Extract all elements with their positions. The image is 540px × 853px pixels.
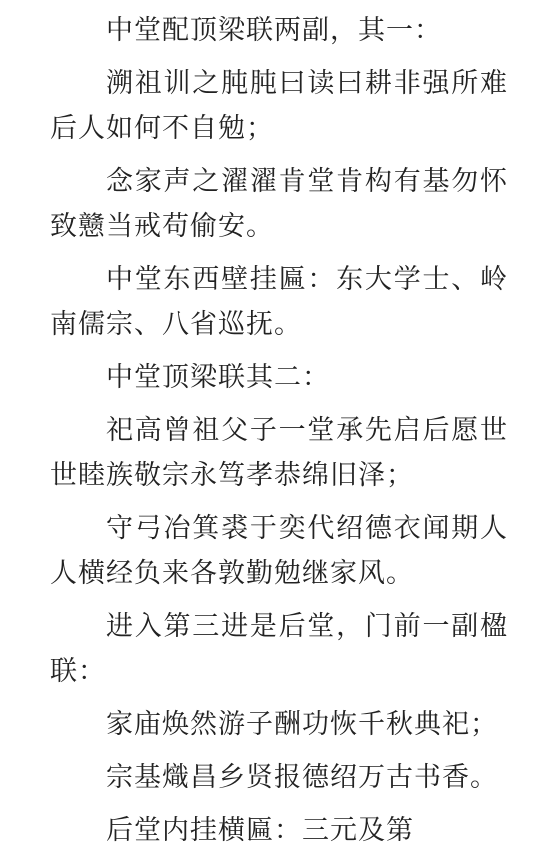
paragraph: 宗基熾昌乡贤报德绍万古书香。 — [106, 762, 498, 793]
paragraph: 后堂内挂横匾：三元及第 — [106, 815, 414, 846]
paragraph: 进入第三进是后堂，门前一副楹联： — [50, 611, 508, 687]
paragraph: 祀高曾祖父子一堂承先启后愿世世睦族敬宗永笃孝恭绵旧泽； — [50, 415, 508, 491]
paragraph: 中堂顶梁联其二： — [106, 362, 330, 393]
paragraph: 溯祖训之肫肫曰读曰耕非强所难后人如何不自勉； — [50, 68, 508, 144]
paragraph: 守弓冶箕裘于奕代绍德衣闻期人人横经负来各敦勤勉继家风。 — [50, 513, 508, 589]
paragraph: 中堂东西壁挂匾：东大学士、岭南儒宗、八省巡抚。 — [50, 264, 508, 340]
paragraph: 家庙焕然游子酬功恢千秋典祀； — [106, 709, 498, 740]
paragraph: 念家声之濯濯肯堂肯构有基勿怀致戆当戒苟偷安。 — [50, 166, 508, 242]
paragraph: 中堂配顶梁联两副，其一： — [106, 15, 442, 46]
